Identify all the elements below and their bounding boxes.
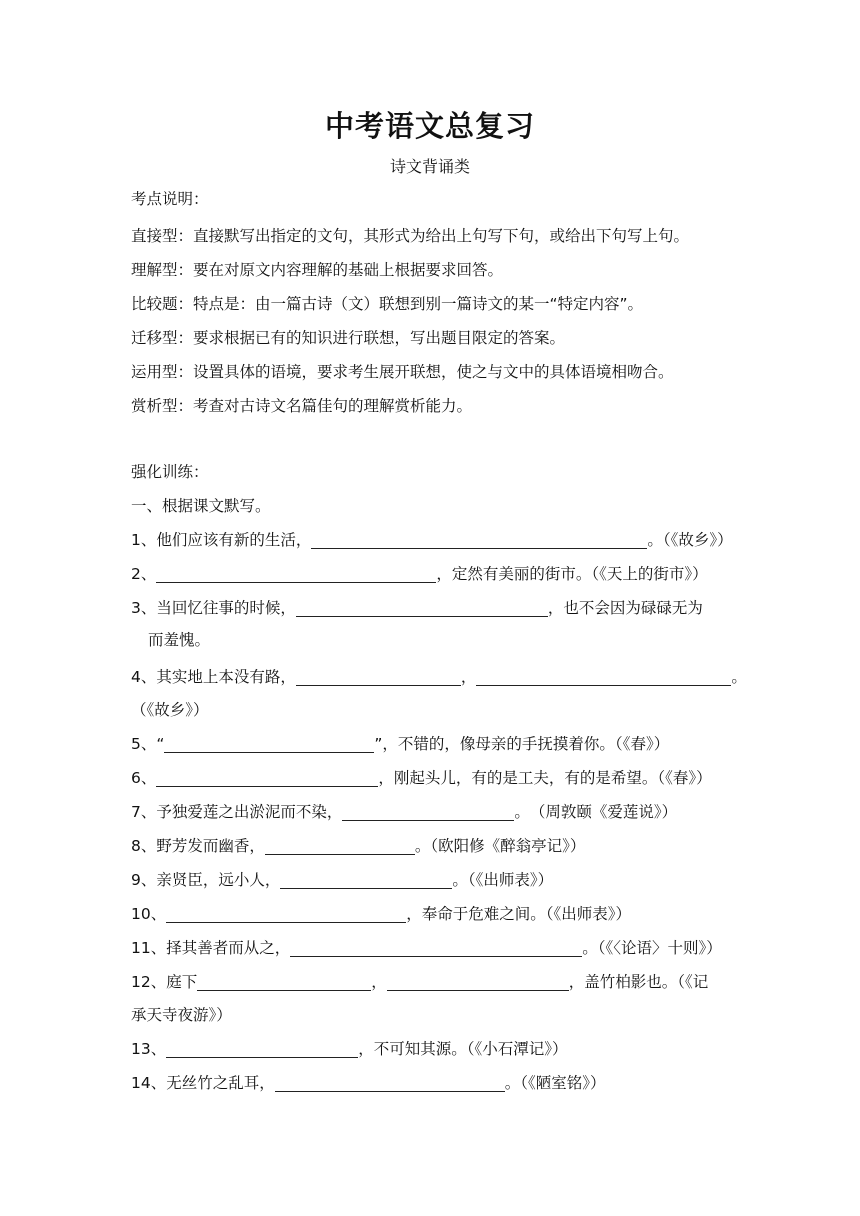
answer-blank[interactable] <box>311 531 647 549</box>
question-source: 。（欧阳修《醉翁亭记》） <box>414 837 586 855</box>
answer-blank[interactable] <box>166 1040 358 1058</box>
answer-blank[interactable] <box>476 668 731 686</box>
answer-blank[interactable] <box>197 973 371 991</box>
answer-blank[interactable] <box>280 871 452 889</box>
question-source: ，定然有美丽的街市。（《天上的街市》） <box>436 565 708 583</box>
question-4 <box>131 665 747 689</box>
answer-blank[interactable] <box>265 837 415 855</box>
exam-point-appreciation: 赏析型：考查对古诗文名篇佳句的理解赏析能力。 <box>131 397 473 415</box>
question-source: ，刚起头儿，有的是工夫，有的是希望。（《春》） <box>378 769 712 787</box>
answer-blank[interactable] <box>296 599 548 617</box>
question-text: 10、 <box>131 905 167 923</box>
question-text: 9、亲贤臣，远小人， <box>131 871 281 889</box>
question-text: 4、其实地上本没有路， <box>131 668 296 686</box>
question-text: 6、 <box>131 769 157 787</box>
answer-blank[interactable] <box>342 803 514 821</box>
question-separator: ， <box>371 973 387 991</box>
question-14 <box>131 1071 731 1095</box>
answer-blank[interactable] <box>166 905 406 923</box>
question-text: 3、当回忆往事的时候， <box>131 599 296 617</box>
question-2 <box>131 562 731 586</box>
question-3 <box>131 596 731 620</box>
question-text: 8、野芳发而幽香， <box>131 837 265 855</box>
question-text: 12、庭下 <box>131 973 198 991</box>
exam-points-heading: 考点说明： <box>131 190 209 208</box>
answer-blank[interactable] <box>156 769 378 787</box>
question-5 <box>131 732 731 756</box>
question-text: 1、他们应该有新的生活， <box>131 531 312 549</box>
question-source: ，奉命于危难之间。（《出师表》） <box>406 905 631 923</box>
question-separator: ， <box>460 668 477 686</box>
answer-blank[interactable] <box>156 565 436 583</box>
question-text: 13、 <box>131 1040 167 1058</box>
question-source: ，盖竹柏影也。（《记 <box>568 973 709 991</box>
section-heading: 一、根据课文默写。 <box>131 497 271 515</box>
question-3-continuation: 而羞愧。 <box>148 631 211 649</box>
exam-point-direct: 直接型：直接默写出指定的文句，其形式为给出上句写下句，或给出下句写上句。 <box>131 227 690 245</box>
question-source: ”，不错的，像母亲的手抚摸着你。（《春》） <box>374 735 670 753</box>
question-source: ，不可知其源。（《小石潭记》） <box>358 1040 568 1058</box>
question-6 <box>131 766 731 790</box>
question-source: 。（《故乡》） <box>647 531 733 549</box>
question-source: 。（《〈论语〉十则》） <box>582 939 722 957</box>
exam-point-application: 运用型：设置具体的语境，要求考生展开联想，使之与文中的具体语境相吻合。 <box>131 363 674 381</box>
question-text: 2、 <box>131 565 157 583</box>
question-text: 11、择其善者而从之， <box>131 939 291 957</box>
answer-blank[interactable] <box>290 939 582 957</box>
question-13 <box>131 1037 731 1061</box>
question-7 <box>131 800 731 824</box>
answer-blank[interactable] <box>296 668 461 686</box>
answer-blank[interactable] <box>164 735 374 753</box>
page-title: 中考语文总复习 <box>324 109 535 143</box>
question-text: 7、予独爱莲之出淤泥而不染， <box>131 803 343 821</box>
question-source: 。 （周敦颐《爱莲说》） <box>514 803 678 821</box>
question-12-continuation: 承天寺夜游》） <box>131 1006 232 1024</box>
question-12 <box>131 970 731 994</box>
question-10 <box>131 902 731 926</box>
question-4-continuation: （《故乡》） <box>131 701 209 719</box>
question-9 <box>131 868 731 892</box>
question-end: 。 <box>731 668 747 686</box>
question-source: 。（《出师表》） <box>452 871 554 889</box>
question-text: 5、“ <box>131 735 165 753</box>
question-1 <box>131 528 731 552</box>
exam-point-comparison: 比较题：特点是：由一篇古诗（文）联想到别一篇诗文的某一“特定内容”。 <box>131 295 644 313</box>
question-8 <box>131 834 731 858</box>
question-source: ，也不会因为碌碌无为 <box>547 599 703 617</box>
answer-blank[interactable] <box>387 973 569 991</box>
question-11 <box>131 936 731 960</box>
exam-point-understanding: 理解型：要在对原文内容理解的基础上根据要求回答。 <box>131 261 504 279</box>
page-subtitle: 诗文背诵类 <box>389 157 470 176</box>
question-source: 。（《陋室铭》） <box>504 1074 606 1092</box>
question-text: 14、无丝竹之乱耳， <box>131 1074 275 1092</box>
answer-blank[interactable] <box>275 1074 505 1092</box>
exam-point-transfer: 迁移型：要求根据已有的知识进行联想，写出题目限定的答案。 <box>131 329 566 347</box>
training-heading: 强化训练： <box>131 463 209 481</box>
